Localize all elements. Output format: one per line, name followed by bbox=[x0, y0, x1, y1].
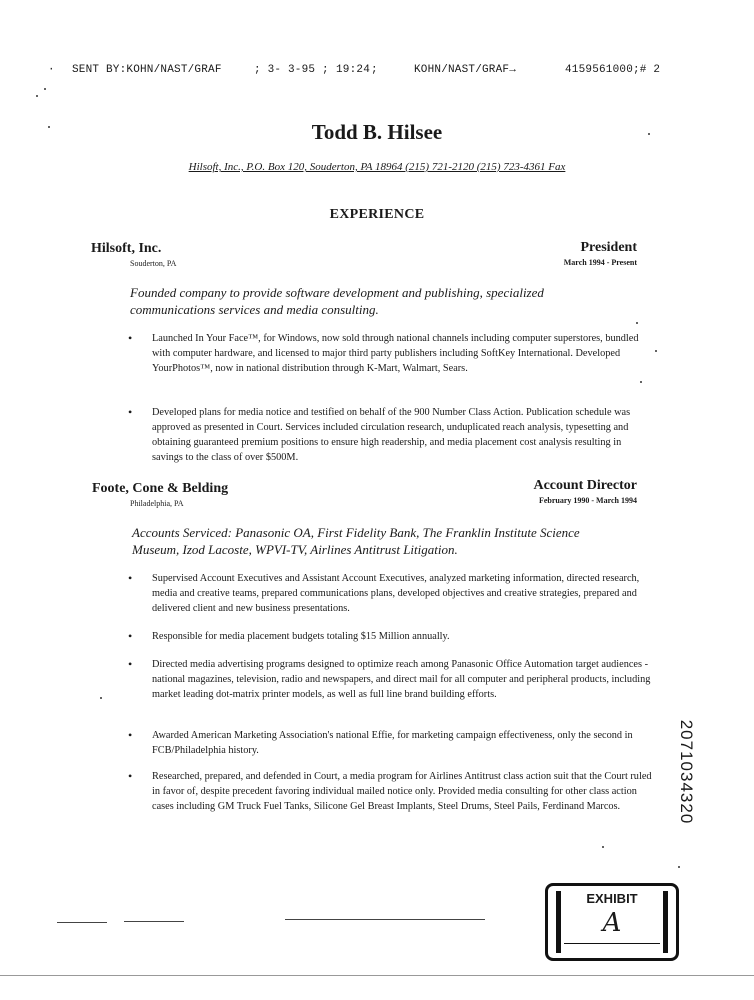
scan-line bbox=[285, 919, 485, 920]
list-item bbox=[128, 331, 652, 376]
fax-recipient: KOHN/NAST/GRAF→ bbox=[414, 64, 517, 76]
job-2-bullet-3: Directed media advertising programs designed to optimize reach among Panasonic Office Automation target audiences - national magazines, television, radio and newspapers, and direct mail for all computer and peripheral products, including market leading dot-matrix printer models, as well as full line brand building efforts. bbox=[152, 659, 651, 700]
scan-speck bbox=[648, 133, 650, 135]
bullet-icon: • bbox=[128, 571, 133, 585]
job-2-summary: Accounts Serviced: Panasonic OA, First Fidelity Bank, The Franklin Institute Science Museum, Izod Lacoste, WPVI-TV, Airlines Antitrust Litigation. bbox=[132, 525, 580, 557]
job-1-dates: March 1994 - Present bbox=[563, 258, 637, 267]
scan-line bbox=[57, 922, 107, 923]
job-2-bullet-4: Awarded American Marketing Association's national Effie, for marketing campaign effectiveness, only the second in FCB/Philadelphia history. bbox=[152, 730, 633, 756]
scan-speck bbox=[636, 322, 638, 324]
exhibit-label: EXHIBIT bbox=[586, 891, 638, 906]
section-title-experience: EXPERIENCE bbox=[329, 207, 425, 222]
bullet-icon: • bbox=[128, 769, 133, 783]
job-1-bullet-2: Developed plans for media notice and testified on behalf of the 900 Number Class Action. Publication schedule was approved as presented in Court. Services included circulation research, unduplicated reach analysis, typesetting and obtaining guaranteed premium positions to ensure high readership, and media placement cost analysis resulting in savings to the class of over $500M. bbox=[152, 407, 631, 463]
fax-separator: ; bbox=[371, 64, 378, 76]
scan-line bbox=[0, 975, 754, 976]
scan-speck bbox=[44, 88, 46, 90]
fax-sender: SENT BY:KOHN/NAST/GRAF bbox=[72, 64, 222, 76]
fax-time: 19:24 bbox=[336, 64, 371, 76]
job-2-bullet-1: Supervised Account Executives and Assistant Account Executives, analyzed marketing information, directed research, media and creative teams, prepared communications plans, developed objectives and creative strategies, prepared and delivered client and new business presentations. bbox=[152, 573, 640, 614]
scan-speck bbox=[48, 126, 50, 128]
job-2-bullet-2: Responsible for media placement budgets totaling $15 Million annually. bbox=[152, 631, 450, 642]
fax-date: ; 3- 3-95 ; bbox=[254, 64, 329, 76]
fax-header bbox=[0, 64, 754, 78]
job-2-bullet-5: Researched, prepared, and defended in Court, a media program for Airlines Antitrust class action suit that the Court ruled in favor of, despite precedent favoring individual mailed notice only. Provided media consulting for other class action cases including GM Truck Fuel Tanks, Silicone Gel Breast Implants, Steel Drums, Steel Pails, Ferdinand Marcos. bbox=[152, 771, 652, 812]
bullet-icon: • bbox=[128, 331, 133, 345]
resume-name: Todd B. Hilsee bbox=[311, 120, 443, 144]
job-1-company: Hilsoft, Inc. bbox=[91, 241, 162, 256]
job-1-title: President bbox=[580, 240, 637, 255]
list-item bbox=[128, 405, 652, 465]
list-item bbox=[128, 728, 652, 758]
scan-speck bbox=[36, 95, 38, 97]
list-item bbox=[128, 571, 652, 616]
bullet-icon: • bbox=[128, 728, 133, 742]
exhibit-sticker bbox=[545, 883, 679, 961]
scan-speck bbox=[678, 866, 680, 868]
job-1-summary: Founded company to provide software development and publishing, specialized communications services and media consulting. bbox=[130, 285, 544, 317]
job-1-bullet-1: Launched In Your Face™, for Windows, now sold through national channels including computer superstores, bundled with computer hardware, and licensed to major third party publishers including SoftKey International. Developed YourPhotos™, now in national distribution through K-Mart, Walmart, Sears. bbox=[152, 333, 639, 374]
fax-speck: · bbox=[48, 64, 55, 76]
job-2-location: Philadelphia, PA bbox=[130, 499, 184, 508]
scan-line bbox=[124, 921, 184, 922]
job-2-company: Foote, Cone & Belding bbox=[92, 481, 229, 496]
job-2-dates: February 1990 - March 1994 bbox=[538, 496, 637, 505]
list-item bbox=[128, 657, 652, 702]
list-item bbox=[128, 769, 652, 814]
job-2-title: Account Director bbox=[533, 478, 637, 493]
document-id-stamp: 2071034320 bbox=[677, 719, 696, 825]
exhibit-value: A bbox=[602, 908, 622, 938]
contact-line: Hilsoft, Inc., P.O. Box 120, Souderton, PA 18964 (215) 721-2120 (215) 723-4361 Fax bbox=[188, 161, 566, 173]
scan-speck bbox=[640, 381, 642, 383]
bullet-icon: • bbox=[128, 657, 133, 671]
list-item bbox=[128, 629, 652, 644]
scan-speck bbox=[602, 846, 604, 848]
fax-number-page: 4159561000;# 2 bbox=[565, 64, 661, 76]
scan-speck bbox=[655, 350, 657, 352]
scan-speck bbox=[100, 697, 102, 699]
job-1-location: Souderton, PA bbox=[130, 259, 177, 268]
bullet-icon: • bbox=[128, 629, 133, 643]
bullet-icon: • bbox=[128, 405, 133, 419]
exhibit-signature-line bbox=[564, 943, 660, 944]
